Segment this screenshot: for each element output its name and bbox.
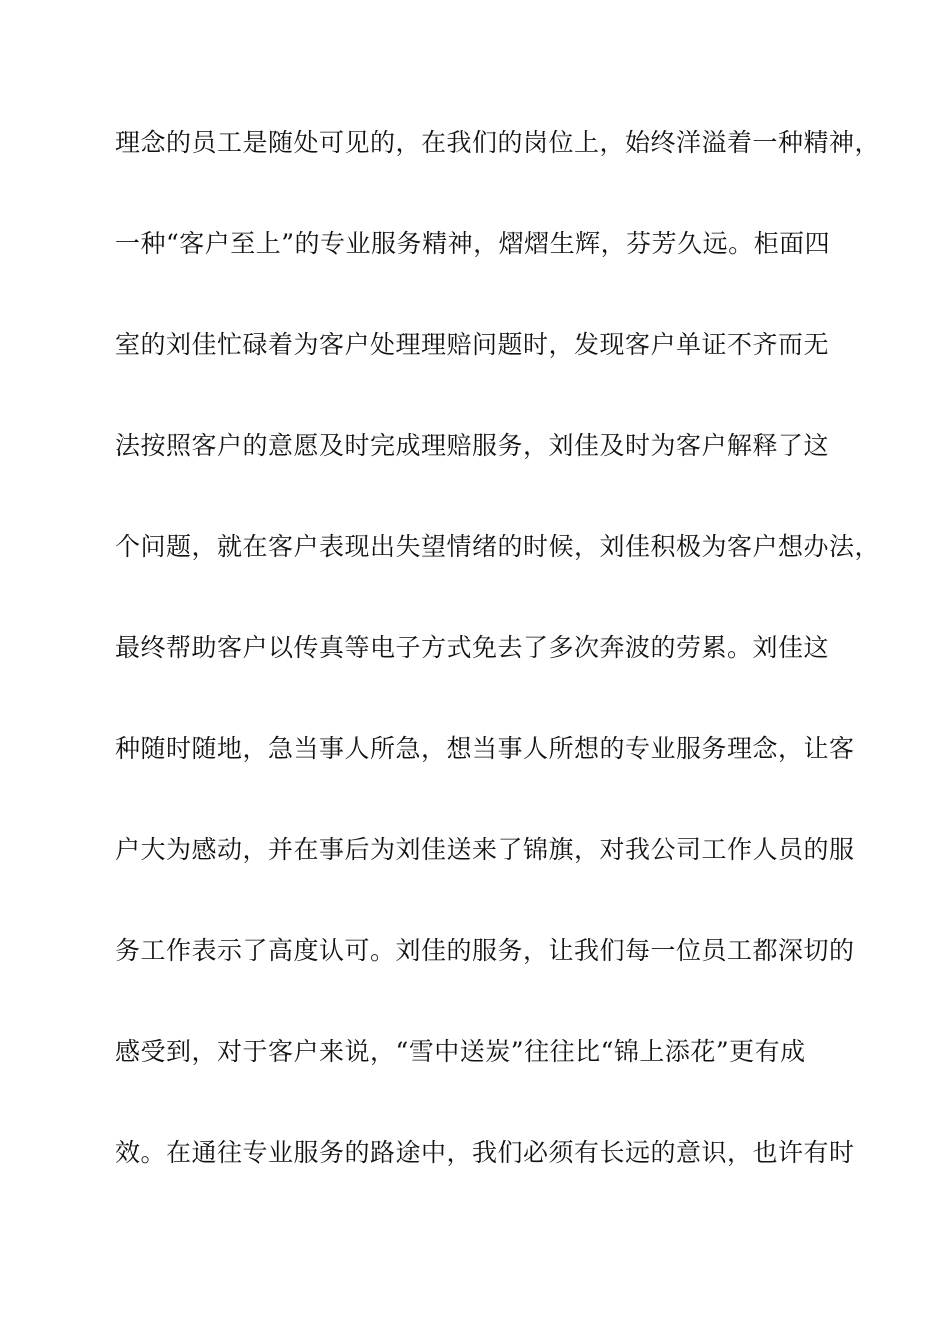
text-line: 户大为感动，并在事后为刘佳送来了锦旗，对我公司工作人员的服 — [115, 835, 855, 864]
text-line: 理念的员工是随处可见的，在我们的岗位上，始终洋溢着一种精神， — [115, 128, 881, 157]
text-line: 室的刘佳忙碌着为客户处理理赔问题时，发现客户单证不齐而无 — [115, 330, 830, 359]
text-line: 法按照客户的意愿及时完成理赔服务，刘佳及时为客户解释了这 — [115, 431, 830, 460]
body-text — [115, 128, 881, 1239]
text-line: 种随时随地，急当事人所急，想当事人所想的专业服务理念，让客 — [115, 734, 855, 763]
text-line: 最终帮助客户以传真等电子方式免去了多次奔波的劳累。刘佳这 — [115, 633, 830, 662]
text-line: 一种“客户至上”的专业服务精神，熠熠生辉，芬芳久远。柜面四 — [115, 229, 831, 258]
text-line: 感受到，对于客户来说，“雪中送炭”往往比“锦上添花”更有成 — [115, 1037, 806, 1066]
text-line: 务工作表示了高度认可。刘佳的服务，让我们每一位员工都深切的 — [115, 936, 855, 965]
text-line: 效。在通往专业服务的路途中，我们必须有长远的意识，也许有时 — [115, 1138, 855, 1167]
text-line: 个问题，就在客户表现出失望情绪的时候，刘佳积极为客户想办法， — [115, 532, 881, 561]
